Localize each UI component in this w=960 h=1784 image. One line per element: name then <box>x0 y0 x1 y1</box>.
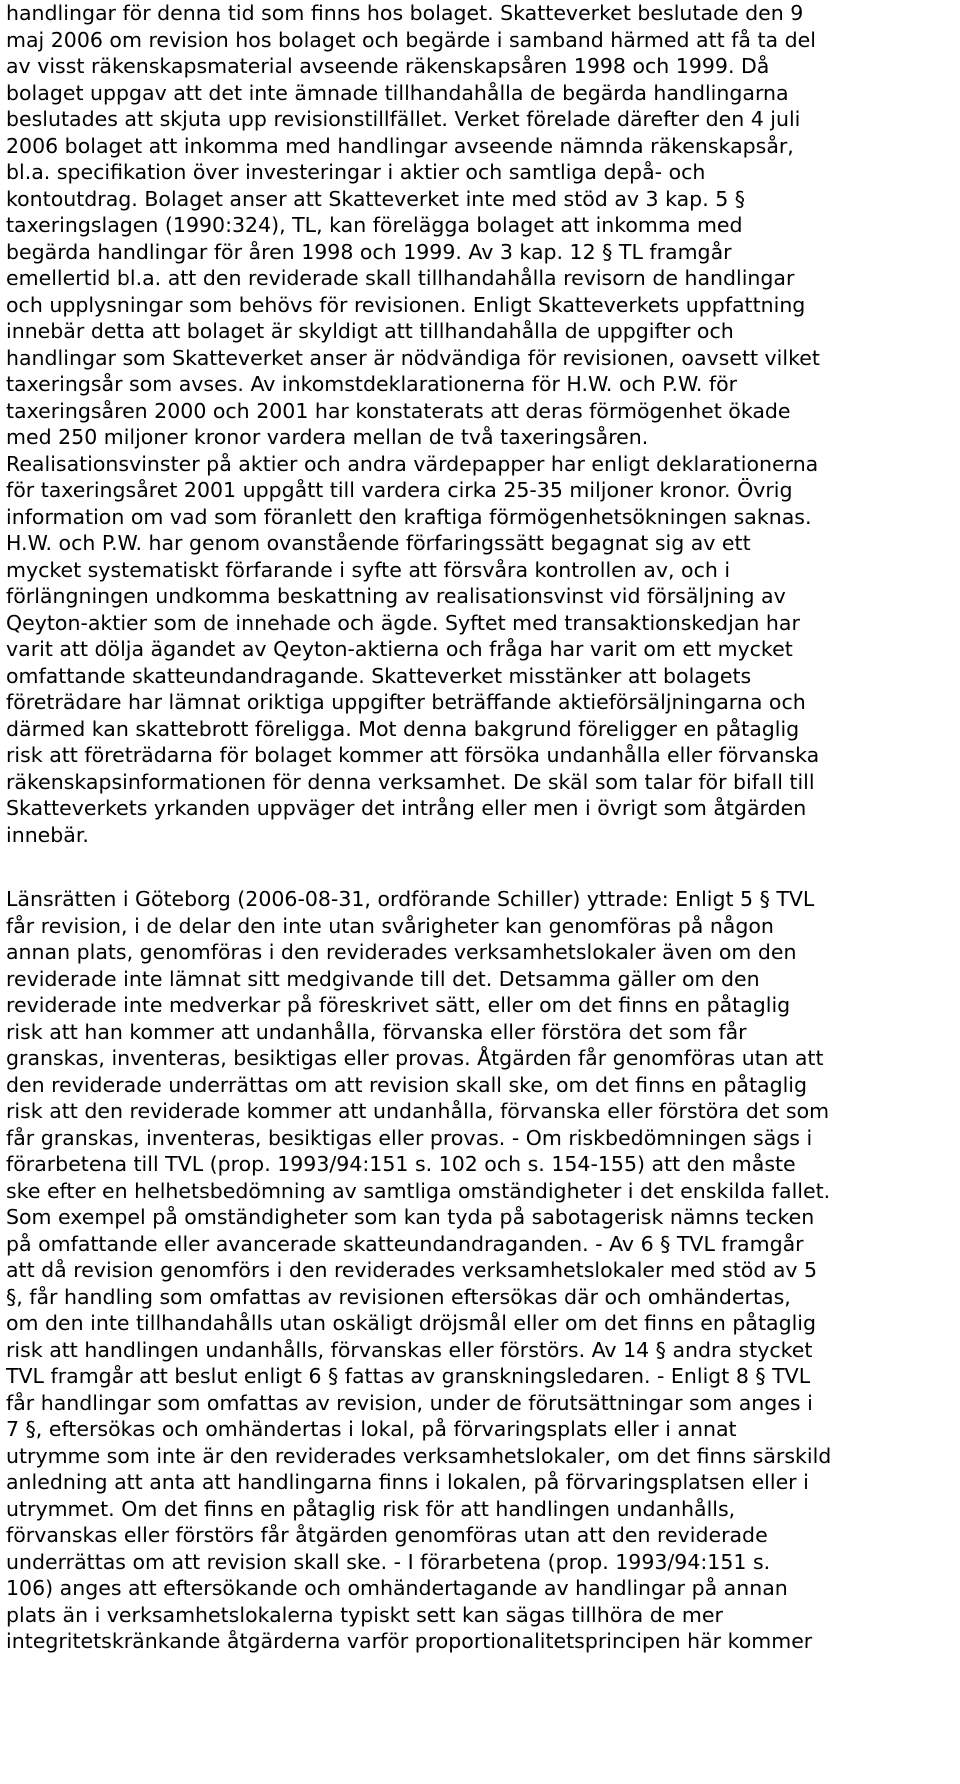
text-line: risk att den reviderade kommer att undanhålla, förvanska eller förstöra det som <box>6 1099 830 1123</box>
text-line: får revision, i de delar den inte utan svårigheter kan genomföras på någon <box>6 913 774 938</box>
text-line: utrymmet. Om det finns en påtaglig risk för att handlingen undanhålls, <box>6 1496 736 1521</box>
text-line: den reviderade underrättas om att revision skall ske, om det finns en påtaglig <box>6 1072 807 1097</box>
text-line: beslutades att skjuta upp revisionstillfället. Verket förelade därefter den 4 juli <box>6 107 801 131</box>
text-line: 2006 bolaget att inkomma med handlingar avseende nämnda räkenskapsår, <box>6 133 794 158</box>
text-line: bolaget uppgav att det inte ämnade tillhandahålla de begärda handlingarna <box>6 80 789 105</box>
text-line: integritetskränkande åtgärderna varför proportionalitetsprincipen här kommer <box>6 1629 813 1653</box>
text-line: om den inte tillhandahålls utan oskäligt dröjsmål eller om det finns en påtaglig <box>6 1311 816 1335</box>
text-line: kontoutdrag. Bolaget anser att Skatteverket inte med stöd av 3 kap. 5 § <box>6 186 746 211</box>
paragraph-lansratten-ruling <box>6 886 942 1655</box>
text-line: Realisationsvinster på aktier och andra värdepapper har enligt deklarationerna <box>6 451 819 476</box>
text-line: företrädare har lämnat oriktiga uppgifter beträffande aktieförsäljningarna och <box>6 690 806 714</box>
text-line: Skatteverkets yrkanden uppväger det intrång eller men i övrigt som åtgärden <box>6 796 807 820</box>
text-line: varit att dölja ägandet av Qeyton-aktierna och fråga har varit om ett mycket <box>6 637 793 661</box>
text-line: ske efter en helhetsbedömning av samtliga omständigheter i det enskilda fallet. <box>6 1178 831 1203</box>
text-line: innebär detta att bolaget är skyldigt att tillhandahålla de uppgifter och <box>6 319 734 343</box>
text-line: anledning att anta att handlingarna finns i lokalen, på förvaringsplatsen eller i <box>6 1470 809 1494</box>
text-line: maj 2006 om revision hos bolaget och begärde i samband härmed att få ta del <box>6 27 816 52</box>
text-line: och upplysningar som behövs för revisionen. Enligt Skatteverkets uppfattning <box>6 292 806 317</box>
text-line: reviderade inte lämnat sitt medgivande till det. Detsamma gäller om den <box>6 966 760 991</box>
text-line: därmed kan skattebrott föreligga. Mot denna bakgrund föreligger en påtaglig <box>6 716 800 741</box>
text-line: av visst räkenskapsmaterial avseende räkenskapsåren 1998 och 1999. Då <box>6 54 770 78</box>
text-line: risk att handlingen undanhålls, förvanskas eller förstörs. Av 14 § andra stycket <box>6 1337 813 1362</box>
text-line: annan plats, genomföras i den reviderades verksamhetslokaler även om den <box>6 940 797 964</box>
paragraph-gap <box>6 848 942 886</box>
text-line: får handlingar som omfattas av revision, under de förutsättningar som anges i <box>6 1390 813 1415</box>
text-line: omfattande skatteundandragande. Skatteverket misstänker att bolagets <box>6 663 752 688</box>
text-line: taxeringsåren 2000 och 2001 har konstaterats att deras förmögenhet ökade <box>6 398 791 423</box>
text-line: räkenskapsinformationen för denna verksamhet. De skäl som talar för bifall till <box>6 769 815 794</box>
text-line: H.W. och P.W. har genom ovanstående förfaringssätt begagnat sig av ett <box>6 531 751 555</box>
text-line: taxeringsår som avses. Av inkomstdeklarationerna för H.W. och P.W. för <box>6 372 738 396</box>
text-line: innebär. <box>6 822 89 847</box>
text-line: utrymme som inte är den reviderades verksamhetslokaler, om det finns särskild <box>6 1443 832 1468</box>
text-line: på omfattande eller avancerade skatteundandraganden. - Av 6 § TVL framgår <box>6 1231 804 1256</box>
text-line: handlingar som Skatteverket anser är nödvändiga för revisionen, oavsett vilket <box>6 345 820 370</box>
text-line: mycket systematiskt förfarande i syfte att försvåra kontrollen av, och i <box>6 557 731 582</box>
text-line: taxeringslagen (1990:324), TL, kan förelägga bolaget att inkomma med <box>6 213 743 237</box>
text-line: 106) anges att eftersökande och omhändertagande av handlingar på annan <box>6 1576 788 1600</box>
text-line: TVL framgår att beslut enligt 6 § fattas av granskningsledaren. - Enligt 8 § TVL <box>6 1364 811 1388</box>
text-line: bl.a. specifikation över investeringar i aktier och samtliga depå- och <box>6 160 706 184</box>
text-line: emellertid bl.a. att den reviderade skall tillhandahålla revisorn de handlingar <box>6 266 795 290</box>
text-line: handlingar för denna tid som finns hos bolaget. Skatteverket beslutade den 9 <box>6 1 804 25</box>
text-line: förvanskas eller förstörs får åtgärden genomföras utan att den reviderade <box>6 1523 768 1547</box>
text-line: risk att företrädarna för bolaget kommer att försöka undanhålla eller förvanska <box>6 743 820 767</box>
text-line: förlängningen undkomma beskattning av realisationsvinst vid försäljning av <box>6 584 786 608</box>
text-line: Qeyton-aktier som de innehade och ägde. Syftet med transaktionskedjan har <box>6 610 800 635</box>
text-line: med 250 miljoner kronor vardera mellan de två taxeringsåren. <box>6 425 649 449</box>
text-line: plats än i verksamhetslokalerna typiskt sett kan sägas tillhöra de mer <box>6 1602 723 1627</box>
text-line: att då revision genomförs i den reviderades verksamhetslokaler med stöd av 5 <box>6 1258 818 1282</box>
text-line: granskas, inventeras, besiktigas eller provas. Åtgärden får genomföras utan att <box>6 1046 824 1070</box>
text-line: information om vad som föranlett den kraftiga förmögenhetsökningen saknas. <box>6 504 812 529</box>
text-line: förarbetena till TVL (prop. 1993/94:151 s. 102 och s. 154-155) att den måste <box>6 1152 796 1176</box>
paragraph-skatteverket-arguments <box>6 0 942 848</box>
text-line: får granskas, inventeras, besiktigas eller provas. - Om riskbedömningen sägs i <box>6 1125 813 1150</box>
text-line: risk att han kommer att undanhålla, förvanska eller förstöra det som får <box>6 1019 747 1044</box>
text-line: §, får handling som omfattas av revisionen eftersökas där och omhändertas, <box>6 1284 791 1309</box>
text-line: 7 §, eftersökas och omhändertas i lokal, på förvaringsplats eller i annat <box>6 1417 737 1441</box>
text-line: Som exempel på omständigheter som kan tyda på sabotagerisk nämns tecken <box>6 1205 815 1229</box>
text-line: begärda handlingar för åren 1998 och 1999. Av 3 kap. 12 § TL framgår <box>6 239 732 264</box>
text-line: underrättas om att revision skall ske. - I förarbetena (prop. 1993/94:151 s. <box>6 1549 771 1574</box>
text-line: reviderade inte medverkar på föreskrivet sätt, eller om det finns en påtaglig <box>6 993 791 1017</box>
text-line: Länsrätten i Göteborg (2006-08-31, ordförande Schiller) yttrade: Enligt 5 § TVL <box>6 887 815 911</box>
text-line: för taxeringsåret 2001 uppgått till vardera cirka 25-35 miljoner kronor. Övrig <box>6 478 793 502</box>
